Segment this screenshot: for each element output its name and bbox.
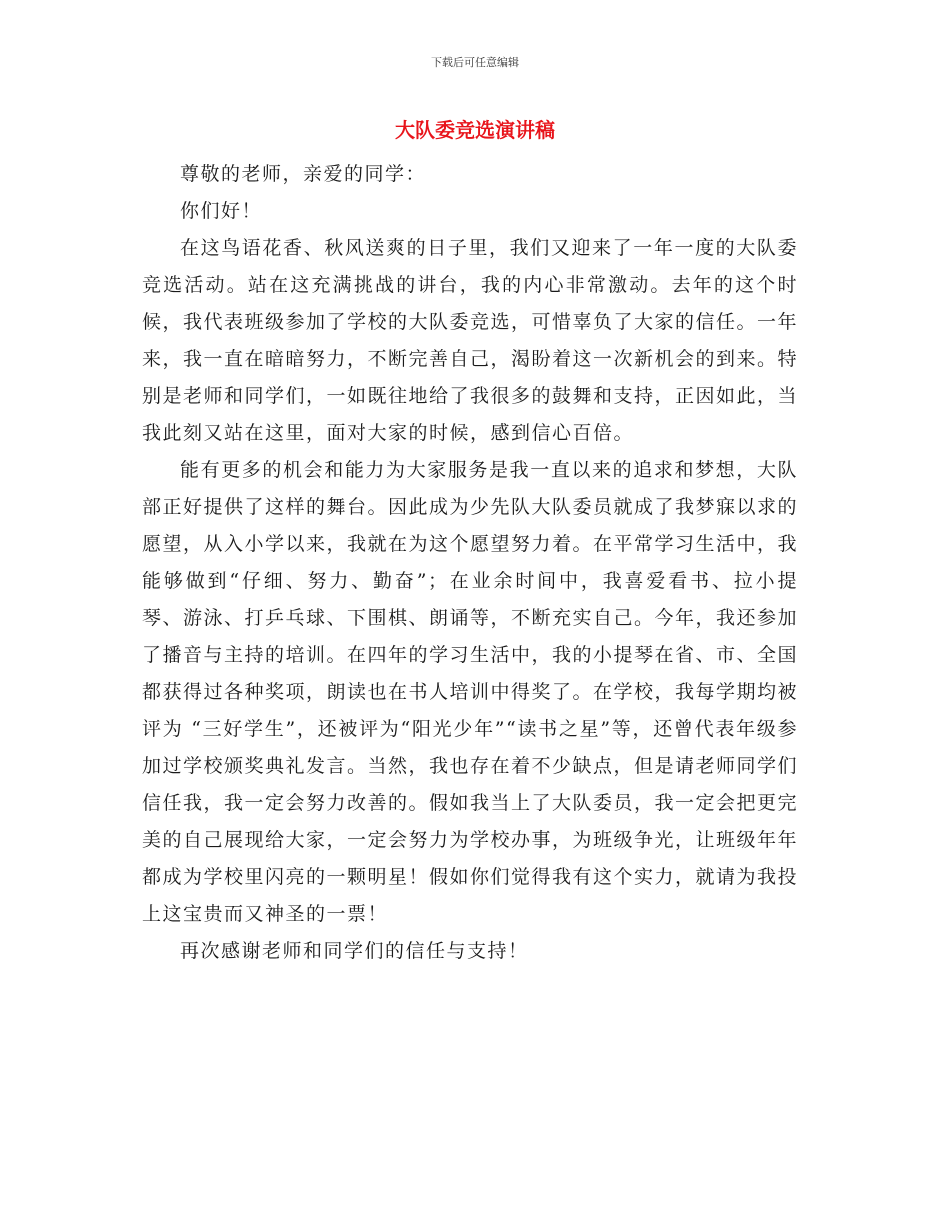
closing-paragraph: 再次感谢老师和同学们的信任与支持！ xyxy=(180,940,529,962)
header-note: 下载后可任意编辑 xyxy=(431,56,519,69)
body-paragraph: 在这鸟语花香、秋风送爽的日子里，我们又迎来了一年一度的大队委竞选活动。站在这充满挑战的讲台，我的内心非常激动。去年的这个时候，我代表班级参加了学校的大队委竞选，可惜辜负了大家的信任。一年来，我一直在暗暗努力，不断完善自己，渴盼着这一次新机会的到来。特别是老师和同学们，一如既往地给了我很多的鼓舞和支持，正因如此，当我此刻又站在这里，面对大家的时候，感到信心百倍。 xyxy=(142,237,799,444)
document-body xyxy=(142,156,798,970)
salutation: 尊敬的老师，亲爱的同学： xyxy=(180,163,427,185)
document-title: 大队委竞选演讲稿 xyxy=(395,118,555,142)
body-paragraph: 能有更多的机会和能力为大家服务是我一直以来的追求和梦想，大队部正好提供了这样的舞台。因此成为少先队大队委员就成了我梦寐以求的愿望，从入小学以来，我就在为这个愿望努力着。在平常学习生活中，我能够做到“仔细、努力、勤奋”；在业余时间中，我喜爱看书、拉小提琴、游泳、打乒乓球、下围棋、朗诵等，不断充实自己。今年，我还参加了播音与主持的培训。在四年的学习生活中，我的小提琴在省、市、全国都获得过各种奖项，朗读也在书人培训中得奖了。在学校，我每学期均被评为 “三好学生”，还被评为“阳光少年”“读书之星”等，还曾代表年级参加过学校颁奖典礼发言。当然，我也存在着不少缺点，但是请老师同学们信任我，我一定会努力改善的。假如我当上了大队委员，我一定会把更完美的自己展现给大家，一定会努力为学校办事，为班级争光，让班级年年都成为学校里闪亮的一颗明星！假如你们觉得我有这个实力，就请为我投上这宝贵而又神圣的一票！ xyxy=(142,459,799,925)
greeting: 你们好！ xyxy=(180,200,263,222)
